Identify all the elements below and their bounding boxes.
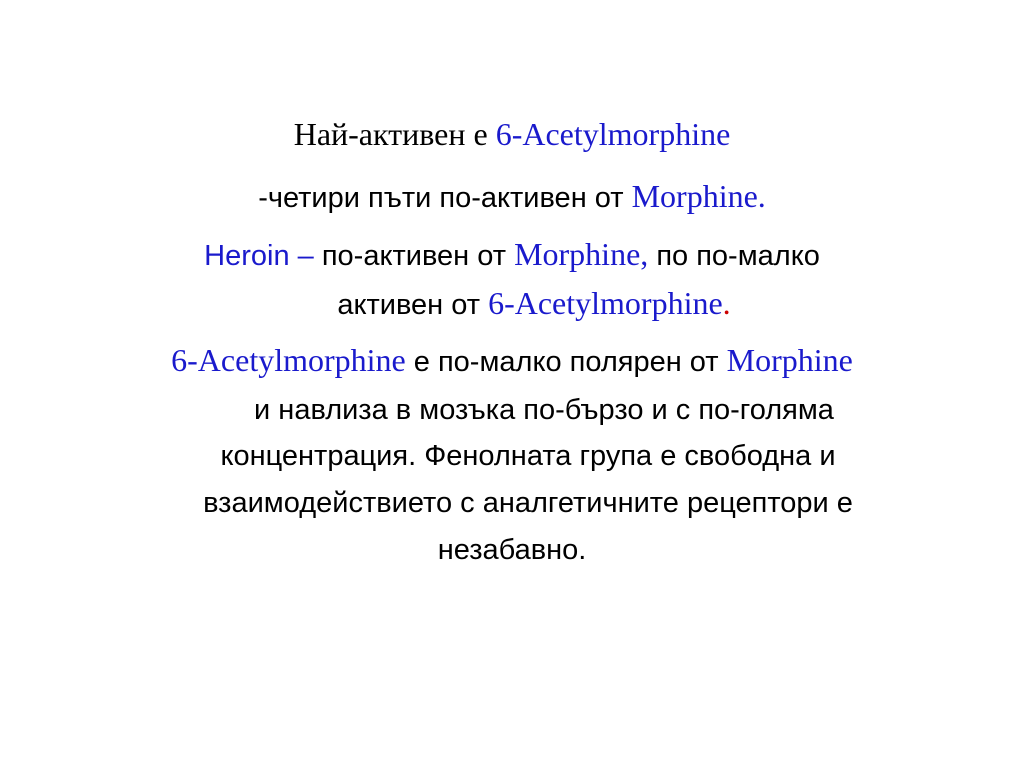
line-most-active bbox=[0, 114, 1024, 154]
term-morphine: Morphine. bbox=[631, 178, 766, 214]
line2-text: четири пъти по-активен от bbox=[267, 182, 632, 214]
line-less-active bbox=[22, 283, 1024, 325]
line1-text: Най-активен е bbox=[293, 116, 496, 152]
line-four-times bbox=[0, 176, 1024, 218]
term-6-acetylmorphine: 6-Acetylmorphine bbox=[495, 116, 731, 152]
line4-text: активен от bbox=[337, 289, 489, 321]
line-immediate: незабавно. bbox=[437, 534, 587, 566]
line-heroin bbox=[0, 234, 1024, 276]
dash: - bbox=[258, 182, 268, 214]
term-morphine: Morphine, bbox=[514, 236, 649, 272]
line-concentration: концентрация. Фенолната група е свободна и bbox=[220, 440, 836, 472]
term-heroin: Heroin – bbox=[204, 240, 322, 272]
line3-text1: по-активен от bbox=[321, 240, 515, 272]
term-6-acetylmorphine: 6-Acetylmorphine bbox=[488, 285, 723, 321]
line-less-polar bbox=[0, 340, 1024, 382]
line-receptors: взаимодействието с аналгетичните рецептори е bbox=[203, 487, 853, 519]
line5-text: е по-малко полярен от bbox=[405, 346, 727, 378]
term-6-acetylmorphine: 6-Acetylmorphine bbox=[171, 342, 406, 378]
term-morphine: Morphine bbox=[726, 342, 853, 378]
line-enters-brain: и навлиза в мозъка по-бързо и с по-голяма bbox=[254, 394, 834, 426]
red-period: . bbox=[722, 285, 731, 321]
line3-text2: по по-малко bbox=[648, 240, 820, 272]
